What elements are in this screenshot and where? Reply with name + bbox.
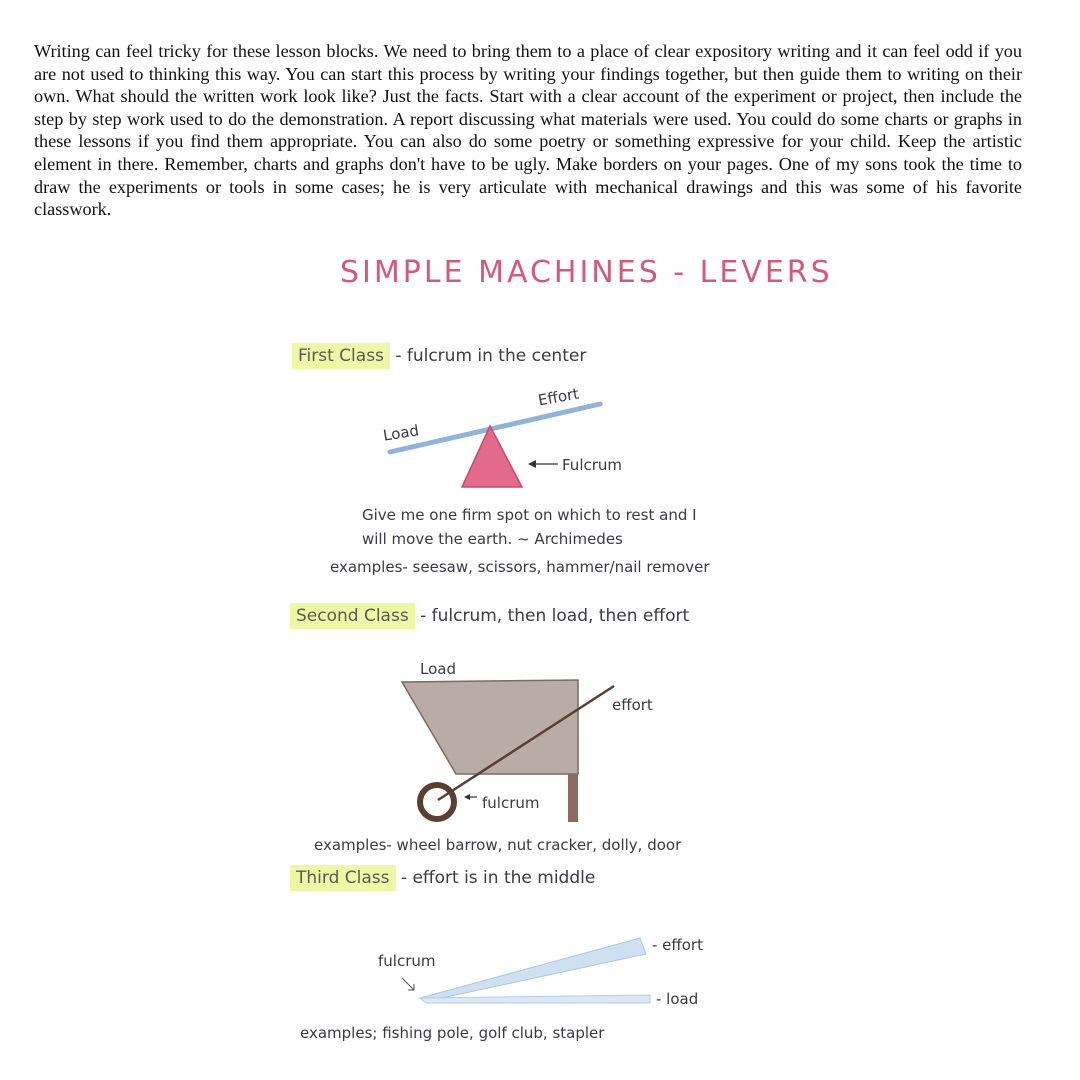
- first-class-load-label: Load: [381, 421, 421, 445]
- first-class-heading: First Class: [292, 343, 390, 369]
- third-class-upper-arm: [420, 938, 646, 1001]
- third-class-lower-arm: [420, 995, 650, 1003]
- first-class-fulcrum-label: Fulcrum: [562, 456, 623, 474]
- third-class-load-label: - load: [656, 990, 699, 1008]
- drawing-title: SIMPLE MACHINES - LEVERS: [340, 255, 833, 290]
- archimedes-quote-line2: will move the earth. ~ Archimedes: [362, 530, 623, 548]
- first-class-effort-label: Effort: [536, 384, 581, 410]
- first-class-examples: examples- seesaw, scissors, hammer/nail remover: [330, 558, 710, 576]
- third-class-examples: examples; fishing pole, golf club, stapler: [300, 1024, 605, 1042]
- second-class-load-label: Load: [420, 660, 456, 678]
- first-class-description: - fulcrum in the center: [395, 346, 587, 366]
- third-class-heading: Third Class: [290, 865, 396, 891]
- fulcrum-arrow-head: [528, 460, 536, 468]
- third-class-effort-label: - effort: [652, 936, 703, 954]
- wheelbarrow-wheel: [420, 785, 454, 819]
- second-class-effort-label: effort: [612, 696, 653, 714]
- archimedes-quote-line1: Give me one firm spot on which to rest and I: [362, 506, 697, 524]
- third-class-description: - effort is in the middle: [400, 868, 596, 888]
- second-class-fulcrum-label: fulcrum: [482, 794, 540, 812]
- second-class-description: - fulcrum, then load, then effort: [420, 606, 690, 626]
- intro-paragraph: Writing can feel tricky for these lesson blocks. We need to bring them to a place of clear expository writing and it can feel odd if you are not used to thinking this way. You can start this process by writing your findings together, but then guide them to writing on their own. What should the written work look like? Just the facts. Start with a clear account of the experiment or project, then include the step by step work used to do the demonstration. A report discussing what materials were used. You could do some charts or graphs in these lessons if you find them appropriate. You can also do some poetry or something expressive for your child. Keep the artistic element in there. Remember, charts and graphs don't have to be ugly. Make borders on your pages. One of my sons took the time to draw the experiments or tools in some cases; he is very articulate with mechanical drawings and this was some of his favorite classwork.: [34, 41, 1022, 220]
- third-class-fulcrum-label: fulcrum: [378, 952, 436, 970]
- second-class-row: [290, 606, 689, 626]
- third-class-row: [290, 868, 595, 888]
- second-class-examples: examples- wheel barrow, nut cracker, dolly, door: [314, 836, 682, 854]
- wheelbarrow-leg: [568, 774, 578, 822]
- second-class-heading: Second Class: [290, 603, 415, 629]
